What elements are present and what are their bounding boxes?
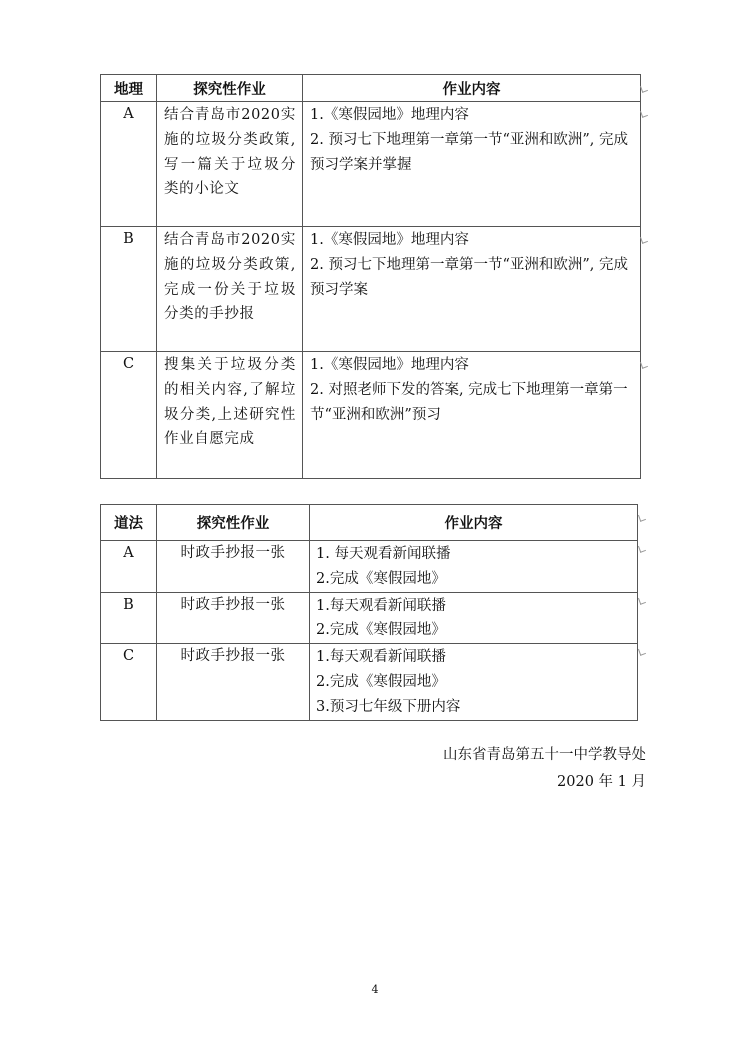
row-level: A xyxy=(101,541,157,593)
row-content xyxy=(303,102,641,227)
row-level: C xyxy=(101,644,157,721)
table-row xyxy=(101,352,641,479)
geography-homework-table xyxy=(100,74,641,479)
header-task: 探究性作业 xyxy=(157,505,310,541)
row-level: C xyxy=(101,352,157,479)
row-task: 结合青岛市2020实施的垃圾分类政策,完成一份关于垃圾分类的手抄报 xyxy=(157,227,303,352)
table-row xyxy=(101,102,641,227)
content-line: 1.《寒假园地》地理内容 xyxy=(310,107,469,123)
row-level: A xyxy=(101,102,157,227)
content-line: 1.每天观看新闻联播 xyxy=(316,597,446,614)
issuer-name: 山东省青岛第五十一中学教导处 xyxy=(443,747,646,763)
content-line: 1.每天观看新闻联播 xyxy=(316,649,446,666)
paragraph-mark-icon xyxy=(640,360,648,369)
morality-homework-table xyxy=(100,504,638,721)
row-level: B xyxy=(101,227,157,352)
paragraph-mark-icon xyxy=(638,596,646,605)
table-header-row xyxy=(101,505,638,541)
row-task: 时政手抄报一张 xyxy=(157,644,310,721)
table-row xyxy=(101,227,641,352)
paragraph-mark-icon xyxy=(638,647,646,656)
row-level: B xyxy=(101,592,157,644)
content-line: 2.完成《寒假园地》 xyxy=(316,673,446,690)
paragraph-mark-icon xyxy=(640,84,648,93)
paragraph-mark-icon xyxy=(638,544,646,553)
page-number: 4 xyxy=(371,983,379,996)
content-line: 2. 预习七下地理第一章第一节“亚洲和欧洲”, 完成预习学案并掌握 xyxy=(310,131,628,173)
header-content: 作业内容 xyxy=(303,75,641,102)
paragraph-mark-icon xyxy=(640,109,648,118)
content-line: 1.《寒假园地》地理内容 xyxy=(310,357,469,373)
header-task: 探究性作业 xyxy=(157,75,303,102)
content-line: 2. 预习七下地理第一章第一节“亚洲和欧洲”, 完成预习学案 xyxy=(310,256,628,298)
content-line: 1.《寒假园地》地理内容 xyxy=(310,232,469,248)
table-row xyxy=(101,541,638,593)
paragraph-mark-icon xyxy=(640,235,648,244)
paragraph-mark-icon xyxy=(638,513,646,522)
content-line: 2.完成《寒假园地》 xyxy=(316,622,446,639)
content-line: 3.预习七年级下册内容 xyxy=(316,698,461,715)
row-content xyxy=(310,592,638,644)
row-content xyxy=(303,227,641,352)
row-content xyxy=(303,352,641,479)
row-content xyxy=(310,541,638,593)
header-subject: 地理 xyxy=(101,75,157,102)
table-header-row xyxy=(101,75,641,102)
header-subject: 道法 xyxy=(101,505,157,541)
header-content: 作业内容 xyxy=(310,505,638,541)
content-line: 1. 每天观看新闻联播 xyxy=(316,546,451,562)
content-line: 2. 对照老师下发的答案, 完成七下地理第一章第一节“亚洲和欧洲”预习 xyxy=(310,381,628,423)
table-row xyxy=(101,592,638,644)
content-line: 2.完成《寒假园地》 xyxy=(316,570,446,587)
row-task: 结合青岛市2020实施的垃圾分类政策,写一篇关于垃圾分类的小论文 xyxy=(157,102,303,227)
row-content xyxy=(310,644,638,721)
row-task: 时政手抄报一张 xyxy=(157,592,310,644)
table-row xyxy=(101,644,638,721)
row-task: 搜集关于垃圾分类的相关内容,了解垃圾分类,上述研究性作业自愿完成 xyxy=(157,352,303,479)
issue-date: 2020 年 1 月 xyxy=(557,774,646,790)
row-task: 时政手抄报一张 xyxy=(157,541,310,593)
